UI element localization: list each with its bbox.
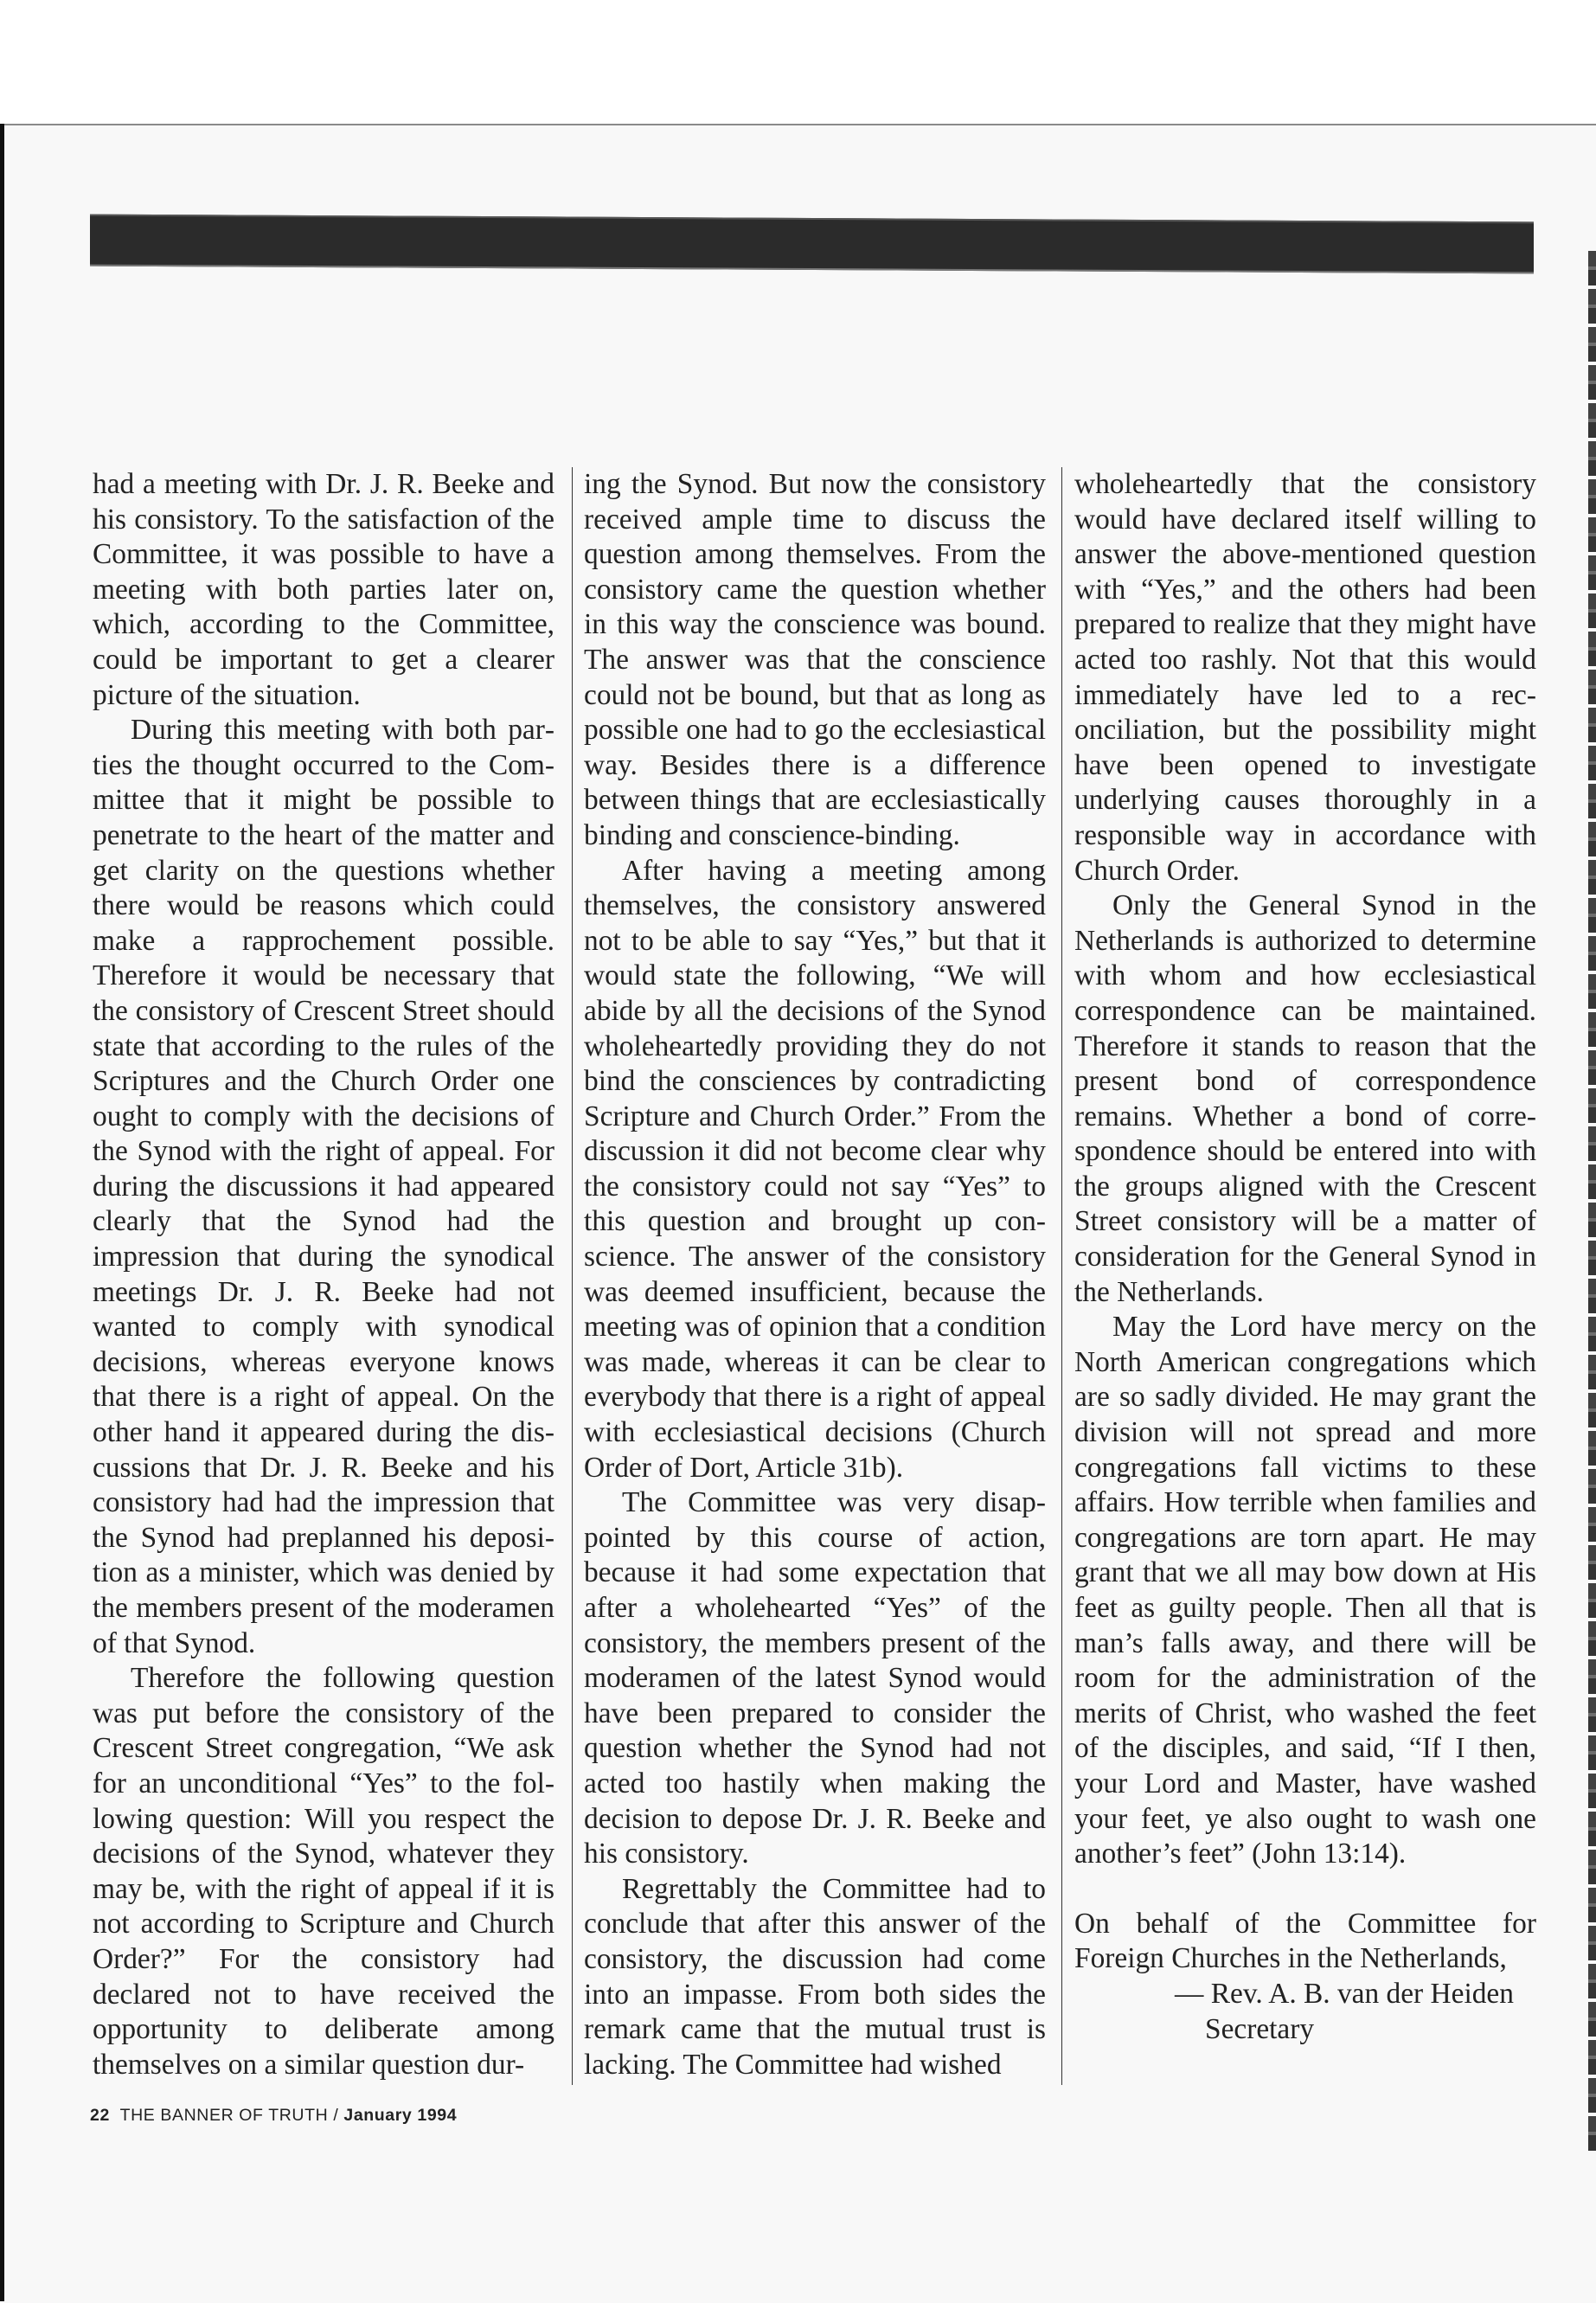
article-column-3 bbox=[1074, 467, 1536, 2047]
paragraph: Regrettably the Committee had to conclude that after this answer of the consistory, the discussion had come into an impasse. From both sides the remark came that the mutual trust is lacking. The Committee had wished bbox=[584, 1872, 1046, 2081]
scan-right-edge bbox=[1588, 251, 1596, 2154]
paragraph: May the Lord have mercy on the North American congregations which are so sadly divided. He may grant the division will not spread and more congregations fall victims to these affairs. How terrible when families and congregations are torn apart. He may grant that we all may bow down at His feet as guilty people. Then all that is man’s falls away, and there will be room for the administration of the merits of Christ, who washed the feet of the disciples, and said, “If I then, your Lord and Master, have washed your feet, ye also ought to wash one another’s feet” (John 13:14). bbox=[1074, 1311, 1536, 1870]
paragraph: During this meeting with both parties the thought occurred to the Committee that it might be possible to penetrate to the heart of the matter and get clarity on the questions whether there would be reasons which could make a rapprochement possible. Therefore it would be necessary that the consistory of Crescent Street should state that according to the rules of the Scriptures and the Church Order one ought to comply with the decisions of the Synod with the right of appeal. For during the discussions it had appeared clearly that the Synod had the impression that during the synodical meetings Dr. J. R. Beeke had not wanted to comply with synodical decisions, whereas everyone knows that there is a right of appeal. On the other hand it appeared during the discussions that Dr. J. R. Beeke and his consistory had had the impression that the Synod had preplanned his deposition as a minister, which was denied by the members present of the moderamen of that Synod. bbox=[93, 714, 554, 1659]
signoff-text: On behalf of the Committee for Foreign Churches in the Netherlands, bbox=[1074, 1907, 1536, 1975]
footer-separator: / bbox=[333, 2106, 339, 2125]
column-divider bbox=[1061, 467, 1062, 2085]
article-column-1 bbox=[93, 467, 554, 2082]
paragraph: The Committee was very disappointed by this course of action, because it had some expectation that after a wholehearted “Yes” of the consistory, the members present of the moderamen of the latest Synod would have been prepared to consider the question whether the Synod had not acted too hastily when making the decision to depose Dr. J. R. Beeke and his consistory. bbox=[584, 1486, 1046, 1870]
signature-title: Secretary bbox=[1205, 2012, 1315, 2045]
paragraph: Only the General Synod in the Netherlands is authorized to determine with whom and how ecclesiastical correspondence can be maintained. Therefore it stands to reason that the present bond of correspondence remains. Whether a bond of correspondence should be entered into with the groups aligned with the Crescent Street consistory will be a matter of consideration for the General Synod in the Netherlands. bbox=[1074, 889, 1536, 1308]
publication-name: THE BANNER OF TRUTH bbox=[119, 2106, 329, 2125]
paragraph: had a meeting with Dr. J. R. Beeke and his consistory. To the satisfaction of the Committee, it was possible to have a meeting with both parties later on, which, according to the Committee, could be important to get a clearer picture of the situation. bbox=[93, 468, 554, 711]
paragraph: ing the Synod. But now the consistory received ample time to discuss the question among themselves. From the consistory came the question whether in this way the conscience was bound. The answer was that the conscience could not be bound, but that as long as possible one had to go the ecclesiastical way. Besides there is a difference between things that are ecclesiastically binding and conscience-binding. bbox=[584, 468, 1046, 851]
paragraph: wholeheartedly that the consistory would have declared itself willing to answer the above-mentioned question with “Yes,” and the others had been prepared to realize that they might have acted too rashly. Not that this would immediately have led to a reconciliation, but the possibility might have been opened to investigate underlying causes thoroughly in a responsible way in accordance with Church Order. bbox=[1074, 468, 1536, 887]
paragraph: Therefore the following question was put before the consistory of the Crescent Street congregation, “We ask for an unconditional “Yes” to the following question: Will you respect the decisions of the Synod, whatever they may be, with the right of appeal if it is not according to Scripture and Church Order?” For the consistory had declared not to have received the opportunity to deliberate among themselves on a similar question dur- bbox=[93, 1662, 554, 2081]
column-divider bbox=[572, 467, 573, 2085]
page-footer bbox=[90, 2106, 457, 2126]
signature-name: — Rev. A. B. van der Heiden bbox=[1175, 1977, 1514, 2010]
page-number: 22 bbox=[90, 2106, 110, 2125]
scan-left-edge bbox=[0, 124, 4, 2301]
article-column-2 bbox=[584, 467, 1046, 2082]
header-banner-bar bbox=[90, 215, 1534, 274]
paragraph: After having a meeting among themselves, the consistory answered not to be able to say “Yes,” but that it would state the following, “We will abide by all the decisions of the Synod wholeheartedly providing they do not bind the consciences by contradicting Scripture and Church Order.” From the discussion it did not become clear why the consistory could not say “Yes” to this question and brought up conscience. The answer of the consistory was deemed insufficient, because the meeting was of opinion that a condition was made, whereas it can be clear to everybody that there is a right of appeal with ecclesiastical decisions (Church Order of Dort, Article 31b). bbox=[584, 854, 1046, 1484]
issue-date: January 1994 bbox=[343, 2106, 458, 2125]
